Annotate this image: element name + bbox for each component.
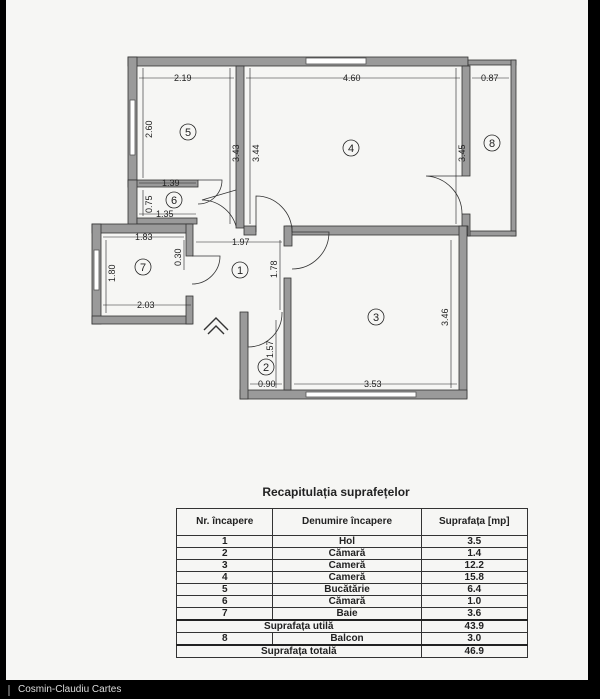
dimension-label: 3.43 xyxy=(231,144,241,162)
room-5-number: 5 xyxy=(184,127,192,139)
dimension-label: 3.44 xyxy=(251,144,261,162)
row-name: Balcon xyxy=(273,633,421,646)
row-number: 4 xyxy=(177,572,273,584)
row-area: 15.8 xyxy=(421,572,527,584)
dimension-label: 3.53 xyxy=(364,379,382,389)
column-header-area: Suprafața [mp] xyxy=(421,509,527,536)
table-row xyxy=(177,608,528,621)
dimension-label: 3.45 xyxy=(457,144,467,162)
balcony-row xyxy=(177,633,528,646)
row-number: 7 xyxy=(177,608,273,621)
dimension-label: 1.80 xyxy=(107,264,117,282)
column-header-name: Denumire încapere xyxy=(273,509,421,536)
row-area: 3.0 xyxy=(421,633,527,646)
room-8-number: 8 xyxy=(488,138,496,150)
author-marker xyxy=(8,685,10,696)
useful-area-row xyxy=(177,620,528,633)
table-row xyxy=(177,548,528,560)
useful-area-value: 43.9 xyxy=(421,620,527,633)
row-area: 1.4 xyxy=(421,548,527,560)
row-area: 12.2 xyxy=(421,560,527,572)
dimension-label: 2.60 xyxy=(144,120,154,138)
row-name: Cămară xyxy=(273,548,421,560)
total-area-row xyxy=(177,645,528,658)
table-row xyxy=(177,572,528,584)
row-name: Cameră xyxy=(273,572,421,584)
dimension-label: 0.90 xyxy=(258,379,276,389)
total-area-label: Suprafața totală xyxy=(177,645,422,658)
row-name: Baie xyxy=(273,608,421,621)
dimension-label: 4.60 xyxy=(343,73,361,83)
dimension-label: 1.39 xyxy=(162,178,180,188)
walls xyxy=(92,57,516,399)
row-number: 5 xyxy=(177,584,273,596)
dimension-label: 1.97 xyxy=(232,237,250,247)
useful-area-label: Suprafața utilă xyxy=(177,620,422,633)
room-3-number: 3 xyxy=(372,312,380,324)
dimension-label: 3.46 xyxy=(440,308,450,326)
author-name: Cosmin-Claudiu Cartes xyxy=(18,684,122,695)
dimension-label: 1.57 xyxy=(265,340,275,358)
row-name: Cameră xyxy=(273,560,421,572)
row-name: Bucătărie xyxy=(273,584,421,596)
row-area: 1.0 xyxy=(421,596,527,608)
row-number: 8 xyxy=(177,633,273,646)
row-area: 3.5 xyxy=(421,536,527,548)
table-row xyxy=(177,596,528,608)
row-area: 6.4 xyxy=(421,584,527,596)
column-header-number: Nr. încapere xyxy=(177,509,273,536)
row-area: 3.6 xyxy=(421,608,527,621)
floor-plan-sheet xyxy=(6,0,588,680)
row-number: 3 xyxy=(177,560,273,572)
floor-plan xyxy=(6,0,588,480)
row-name: Hol xyxy=(273,536,421,548)
area-summary-table xyxy=(176,508,528,658)
room-7-number: 7 xyxy=(139,262,147,274)
table-row xyxy=(177,536,528,548)
dimension-label: 2.19 xyxy=(174,73,192,83)
table-header-row xyxy=(177,509,528,536)
room-4-number: 4 xyxy=(347,143,355,155)
row-number: 6 xyxy=(177,596,273,608)
row-number: 1 xyxy=(177,536,273,548)
dimension-label: 0.30 xyxy=(173,248,183,266)
table-row xyxy=(177,584,528,596)
row-number: 2 xyxy=(177,548,273,560)
dimension-label: 0.75 xyxy=(144,195,154,213)
total-area-value: 46.9 xyxy=(421,645,527,658)
door-swings xyxy=(192,176,462,347)
dimension-label: 1.78 xyxy=(269,260,279,278)
dimension-label: 0.87 xyxy=(481,73,499,83)
room-1-number: 1 xyxy=(236,265,244,277)
dimension-label: 1.83 xyxy=(135,232,153,242)
row-name: Cămară xyxy=(273,596,421,608)
summary-title: Recapitulația suprafețelor xyxy=(262,485,410,499)
dimension-label: 1.35 xyxy=(156,209,174,219)
room-2-number: 2 xyxy=(262,362,270,374)
dimension-label: 2.03 xyxy=(137,300,155,310)
table-row xyxy=(177,560,528,572)
room-6-number: 6 xyxy=(170,195,178,207)
